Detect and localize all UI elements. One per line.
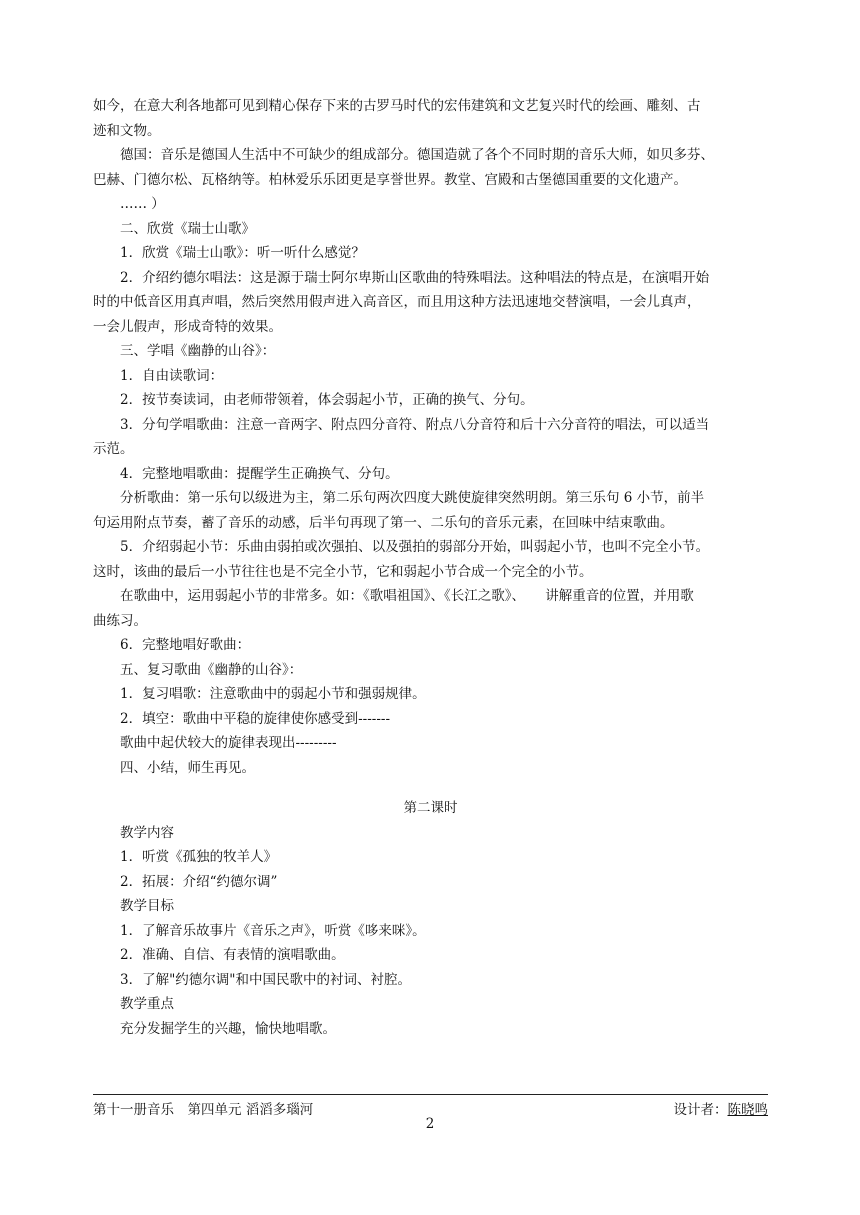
text-line: 这时，该曲的最后一小节往往也是不完全小节，它和弱起小节合成一个完全的小节。	[93, 563, 593, 580]
text-line: 2．填空：歌曲中平稳的旋律使你感受到-------	[120, 710, 391, 727]
text-line: 时的中低音区用真声唱，然后突然用假声进入高音区，而且用这种方法迅速地交替演唱，一会儿真声，	[93, 294, 701, 310]
page-number: 2	[425, 1116, 435, 1132]
text-line: 2．准确、自信、有表情的演唱歌曲。	[120, 947, 345, 963]
footer-designer-name: 陈晓鸣	[727, 1102, 768, 1118]
text-line: 句运用附点节奏，蓄了音乐的动感，后半句再现了第一、二乐句的音乐元素，在回味中结束歌曲。	[93, 514, 674, 531]
text-line: 6．完整地唱好歌曲：	[120, 637, 251, 653]
text-line: 2．介绍约德尔唱法：这是源于瑞士阿尔卑斯山区歌曲的特殊唱法。这种唱法的特点是，在演唱开始	[120, 269, 710, 286]
text-line: 3．分句学唱歌曲：注意一音两字、附点四分音符、附点八分音符和后十六分音符的唱法，可以适当	[120, 416, 710, 433]
footer-designer-label: 设计者：	[673, 1102, 728, 1118]
text-line: 1．了解音乐故事片《音乐之声》，听赏《哆来咪》。	[120, 922, 426, 939]
footer-designer	[674, 1098, 769, 1118]
footer-course-info: 第十一册音乐 第四单元 滔滔多瑙河	[93, 1102, 314, 1118]
text-line: 4．完整地唱歌曲：提醒学生正确换气、分句。	[120, 465, 399, 482]
text-line: 1．听赏《孤独的牧羊人》	[120, 849, 278, 865]
text-line: 教学重点	[120, 996, 174, 1012]
text-line: 歌曲中起伏较大的旋律表现出---------	[120, 735, 337, 751]
text-line: 在歌曲中，运用弱起小节的非常多。如：《歌唱祖国》、《长江之歌》、 讲解重音的位置，并用歌	[120, 588, 694, 604]
text-line: 2．按节奏读词，由老师带领着，体会弱起小节，正确的换气、分句。	[120, 392, 534, 408]
text-line: 教学目标	[120, 898, 174, 914]
text-line: 迹和文物。	[93, 122, 161, 139]
section-title: 第二课时	[403, 800, 458, 816]
text-line: …… ）	[120, 196, 165, 212]
text-line: 3．了解"约德尔调"和中国民歌中的衬词、衬腔。	[120, 971, 412, 988]
document-body	[93, 94, 768, 1041]
text-line: 五、复习歌曲《幽静的山谷》：	[120, 661, 303, 678]
text-line: 三、学唱《幽静的山谷》：	[120, 343, 276, 359]
text-line: 5．介绍弱起小节：乐曲由弱拍或次强拍、以及强拍的弱部分开始，叫弱起小节，也叫不完全小节。	[120, 539, 710, 555]
text-line: 1．自由读歌词：	[120, 367, 224, 384]
page-footer	[93, 1094, 768, 1118]
text-line: 巴赫、门德尔松、瓦格纳等。柏林爱乐乐团更是享誉世界。教堂、宫殿和古堡德国重要的文化遗产。	[93, 171, 687, 188]
text-line: 二、欣赏《瑞士山歌》	[120, 220, 255, 237]
lesson-part-two	[93, 821, 768, 1042]
text-line: 如今，在意大利各地都可见到精心保存下来的古罗马时代的宏伟建筑和文艺复兴时代的绘画、雕刻、古	[93, 98, 701, 114]
lesson-part-one	[93, 94, 768, 780]
text-line: 教学内容	[120, 824, 174, 841]
text-line: 德国：音乐是德国人生活中不可缺少的组成部分。德国造就了各个不同时期的音乐大师，如贝多芬、	[120, 147, 714, 163]
text-line: 充分发掘学生的兴趣，愉快地唱歌。	[120, 1020, 336, 1037]
text-line: 2．拓展：介绍“约德尔调”	[120, 873, 278, 890]
text-line: 四、小结，师生再见。	[120, 759, 255, 776]
text-line: 1．复习唱歌：注意歌曲中的弱起小节和强弱规律。	[120, 686, 426, 702]
text-line: 曲练习。	[93, 612, 147, 629]
text-line: 1．欣赏《瑞士山歌》：听一听什么感觉？	[120, 245, 365, 261]
text-line: 分析歌曲：第一乐句以级进为主，第二乐句两次四度大跳使旋律突然明朗。第三乐句 6 小节，前半	[120, 490, 705, 506]
text-line: 一会儿假声，形成奇特的效果。	[93, 318, 282, 335]
text-line: 示范。	[93, 441, 134, 457]
